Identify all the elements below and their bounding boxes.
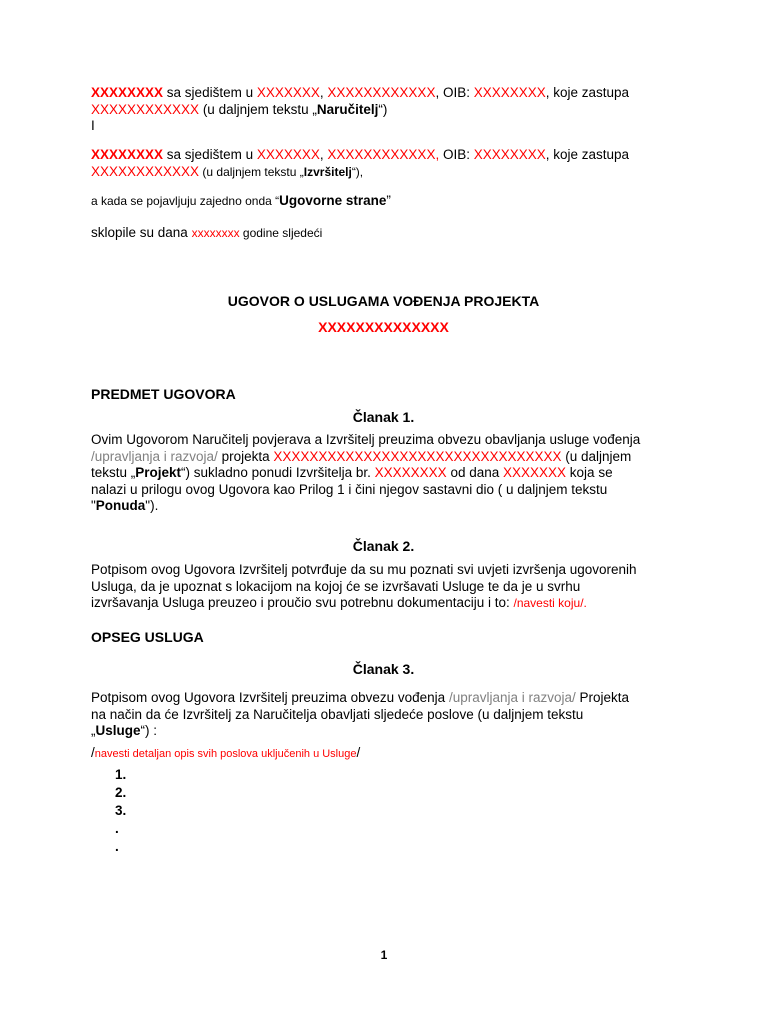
text: od dana [446, 465, 504, 480]
together-paragraph [91, 193, 676, 210]
party1-oib: XXXXXXXX [473, 85, 546, 100]
text: " [91, 498, 96, 513]
text: (u daljnjem [561, 448, 632, 464]
party1-city: XXXXXXX [256, 85, 320, 100]
offer-number: XXXXXXXX [374, 465, 447, 480]
article-1-heading: Članak 1. [352, 409, 415, 425]
text: projekta [217, 448, 274, 464]
services-list [115, 766, 175, 856]
party2-address: XXXXXXXXXXXX, [327, 147, 440, 162]
text: a kada se pojavljuju zajedno onda “ [91, 194, 280, 208]
party1-paragraph [91, 85, 676, 118]
defined-term: Usluge [95, 723, 141, 738]
text: “) : [140, 723, 158, 738]
together-label: Ugovorne strane [279, 193, 387, 208]
text: godine sljedeći [239, 226, 323, 240]
party1-name: XXXXXXXX [91, 85, 164, 100]
placeholder-note: /navesti koju/. [513, 596, 587, 610]
defined-term: Projekt [135, 465, 182, 480]
article-3-text [91, 690, 676, 740]
text: ” [386, 193, 391, 208]
contract-title: UGOVOR O USLUGAMA VOĐENJA PROJEKTA [227, 293, 540, 309]
party2-role: Izvršitelj [303, 164, 352, 179]
text: nalazi u prilogu ovog Ugovora kao Prilog 1 i čini njegov sastavni dio ( u daljnjem tekstu [91, 481, 608, 497]
text: Potpisom ovog Ugovora Izvršitelj potvrđuje da su mu poznati svi uvjeti izvršenja ugovorenih [91, 562, 637, 577]
text: “) [378, 101, 388, 117]
text: na način da će Izvršitelj za Naručitelja obavljati sljedeće poslove (u daljnjem tekstu [91, 706, 584, 722]
article-3-heading: Članak 3. [352, 661, 415, 677]
contract-code: XXXXXXXXXXXXXX [318, 319, 449, 335]
article-1-text [91, 432, 676, 515]
text: Projekta [575, 690, 630, 705]
text: “) sukladno ponudi Izvršitelja br. [181, 465, 375, 480]
section-heading-opseg: OPSEG USLUGA [91, 629, 204, 645]
text: “), [351, 164, 364, 179]
page-number: 1 [380, 948, 388, 962]
conjunction: I [91, 118, 95, 133]
text: , [319, 147, 328, 162]
text: OIB: [439, 147, 474, 162]
text: , [319, 85, 328, 100]
services-placeholder [91, 745, 676, 763]
party1-representative: XXXXXXXXXXXX [91, 101, 200, 117]
offer-date: XXXXXXX [503, 465, 567, 480]
section-heading-predmet: PREDMET UGOVORA [91, 386, 236, 402]
party2-paragraph [91, 147, 676, 180]
text: Potpisom ovog Ugovora Izvršitelj preuzima obvezu vođenja [91, 690, 449, 705]
article-2-text [91, 562, 676, 612]
text: sa sjedištem u [163, 147, 257, 162]
option-text: /upravljanja i razvoja/ [448, 690, 576, 705]
list-item: 3. [115, 803, 127, 818]
party2-representative: XXXXXXXXXXXX [91, 163, 200, 179]
party2-city: XXXXXXX [256, 147, 320, 162]
defined-term: Ponuda [95, 498, 146, 513]
list-item: 2. [115, 785, 127, 800]
text: „ [91, 723, 96, 738]
text: , OIB: [435, 85, 474, 100]
party2-name: XXXXXXXX [91, 147, 164, 162]
project-name: XXXXXXXXXXXXXXXXXXXXXXXXXXXXXXXX [273, 448, 562, 464]
placeholder-note: navesti detaljan opis svih poslova uključenih u Usluge [94, 748, 357, 760]
text: sa sjedištem u [163, 85, 257, 100]
text: (u daljnjem tekstu „ [199, 164, 304, 179]
text: izvršavanja Usluga preuzeo i proučio svu potrebnu dokumentaciju i to: [91, 595, 514, 610]
option-text: /upravljanja i razvoja/ [91, 448, 218, 464]
text: Usluga, da je upoznat s lokacijom na kojoj će se izvršavati Usluge te da je u svrhu [91, 578, 581, 594]
list-item: 1. [115, 767, 127, 782]
text: (u daljnjem tekstu „ [199, 101, 317, 117]
text: sklopile su dana [91, 225, 192, 240]
signed-date: xxxxxxxx [191, 226, 240, 240]
text: / [91, 745, 95, 760]
list-item: . [115, 821, 119, 836]
text: Ovim Ugovorom Naručitelj povjerava a Izvršitelj preuzima obvezu obavljanja usluge vođenja [91, 432, 641, 447]
text: "). [145, 498, 159, 513]
party2-oib: XXXXXXXX [473, 147, 546, 162]
party1-address: XXXXXXXXXXXX [327, 85, 436, 100]
text: / [356, 745, 361, 760]
article-2-heading: Članak 2. [352, 538, 415, 554]
text: , koje zastupa [545, 147, 630, 162]
text: koja se [566, 465, 613, 480]
text: , koje zastupa [545, 85, 630, 100]
text: tekstu „ [91, 465, 136, 480]
list-item: . [115, 839, 119, 854]
party1-role: Naručitelj [316, 101, 379, 117]
signed-paragraph [91, 225, 676, 242]
